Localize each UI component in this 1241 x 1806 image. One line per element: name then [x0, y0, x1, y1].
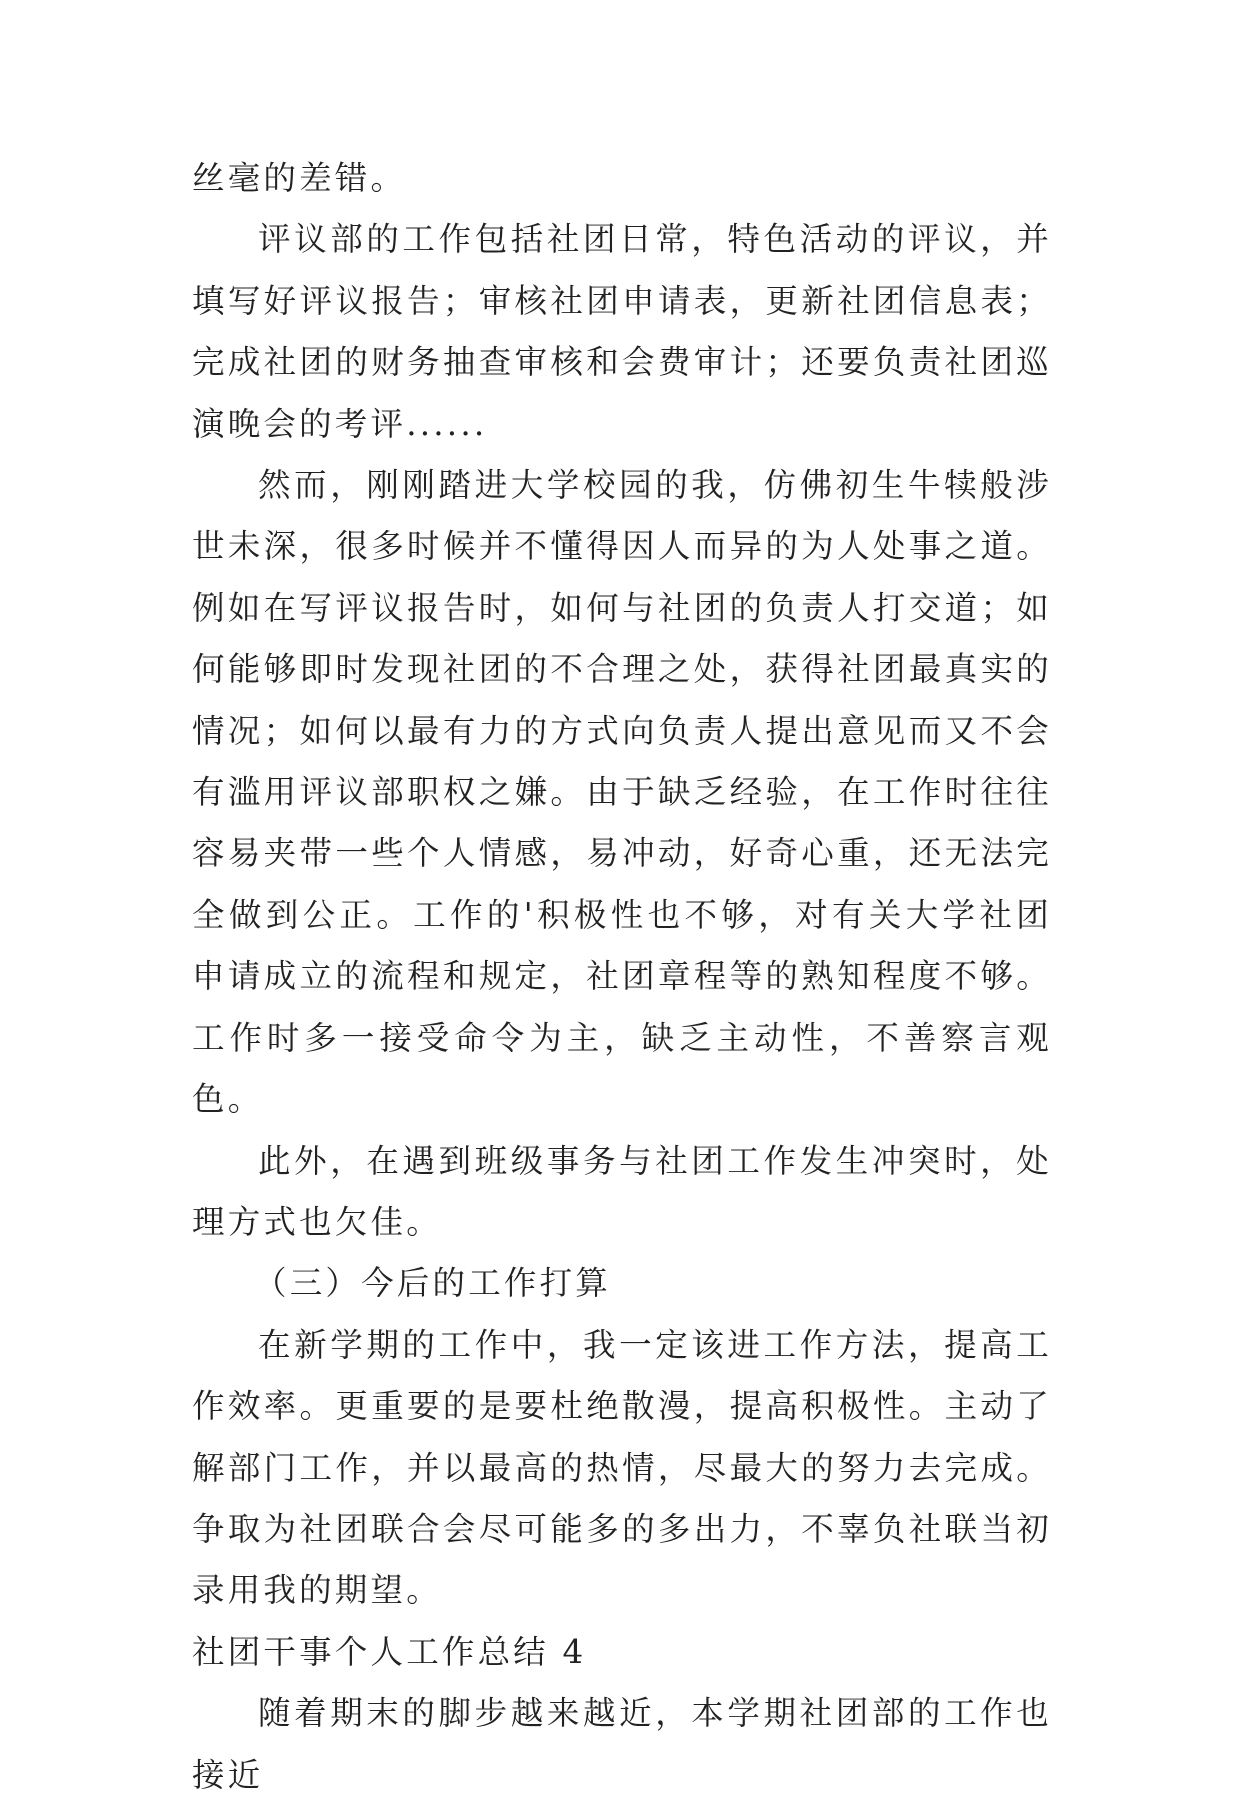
section-title-summary-4: 社团干事个人工作总结 4: [192, 1632, 587, 1671]
paragraph-review-duties: 评议部的工作包括社团日常，特色活动的评议，并填写好评议报告；审核社团申请表，更新社团信息表；完成社团的财务抽查审核和会费审计；还要负责社团巡演晚会的考评......: [192, 220, 1052, 443]
paragraph-summary-4-opening: 随着期末的脚步越来越近，本学期社团部的工作也接近: [192, 1694, 1052, 1794]
paragraph-continuation: 丝毫的差错。: [192, 159, 407, 197]
paragraph-future-plans: 在新学期的工作中，我一定该进工作方法，提高工作效率。更重要的是要杜绝散漫，提高积极性。主动了解部门工作，并以最高的热情，尽最大的努力去完成。争取为社团联合会尽可能多的多出力，不辜负社联当初录用我的期望。: [192, 1325, 1052, 1610]
paragraph-shortcomings: 然而，刚刚踏进大学校园的我，仿佛初生牛犊般涉世未深，很多时候并不懂得因人而异的为人处事之道。例如在写评议报告时，如何与社团的负责人打交道；如何能够即时发现社团的不合理之处，获得社团最真实的情况；如何以最有力的方式向负责人提出意见而又不会有滥用评议部职权之嫌。由于缺乏经验，在工作时往往容易夹带一些个人情感，易冲动，好奇心重，还无法完全做到公正。工作的'积极性也不够，对有关大学社团申请成立的流程和规定，社团章程等的熟知程度不够。工作时多一接受命令为主，缺乏主动性，不善察言观色。: [192, 466, 1052, 1119]
document-body: [192, 148, 1052, 1806]
section-heading-future-plans: （三）今后的工作打算: [254, 1264, 612, 1303]
paragraph-conflicts: 此外，在遇到班级事务与社团工作发生冲突时，处理方式也欠佳。: [192, 1141, 1052, 1241]
